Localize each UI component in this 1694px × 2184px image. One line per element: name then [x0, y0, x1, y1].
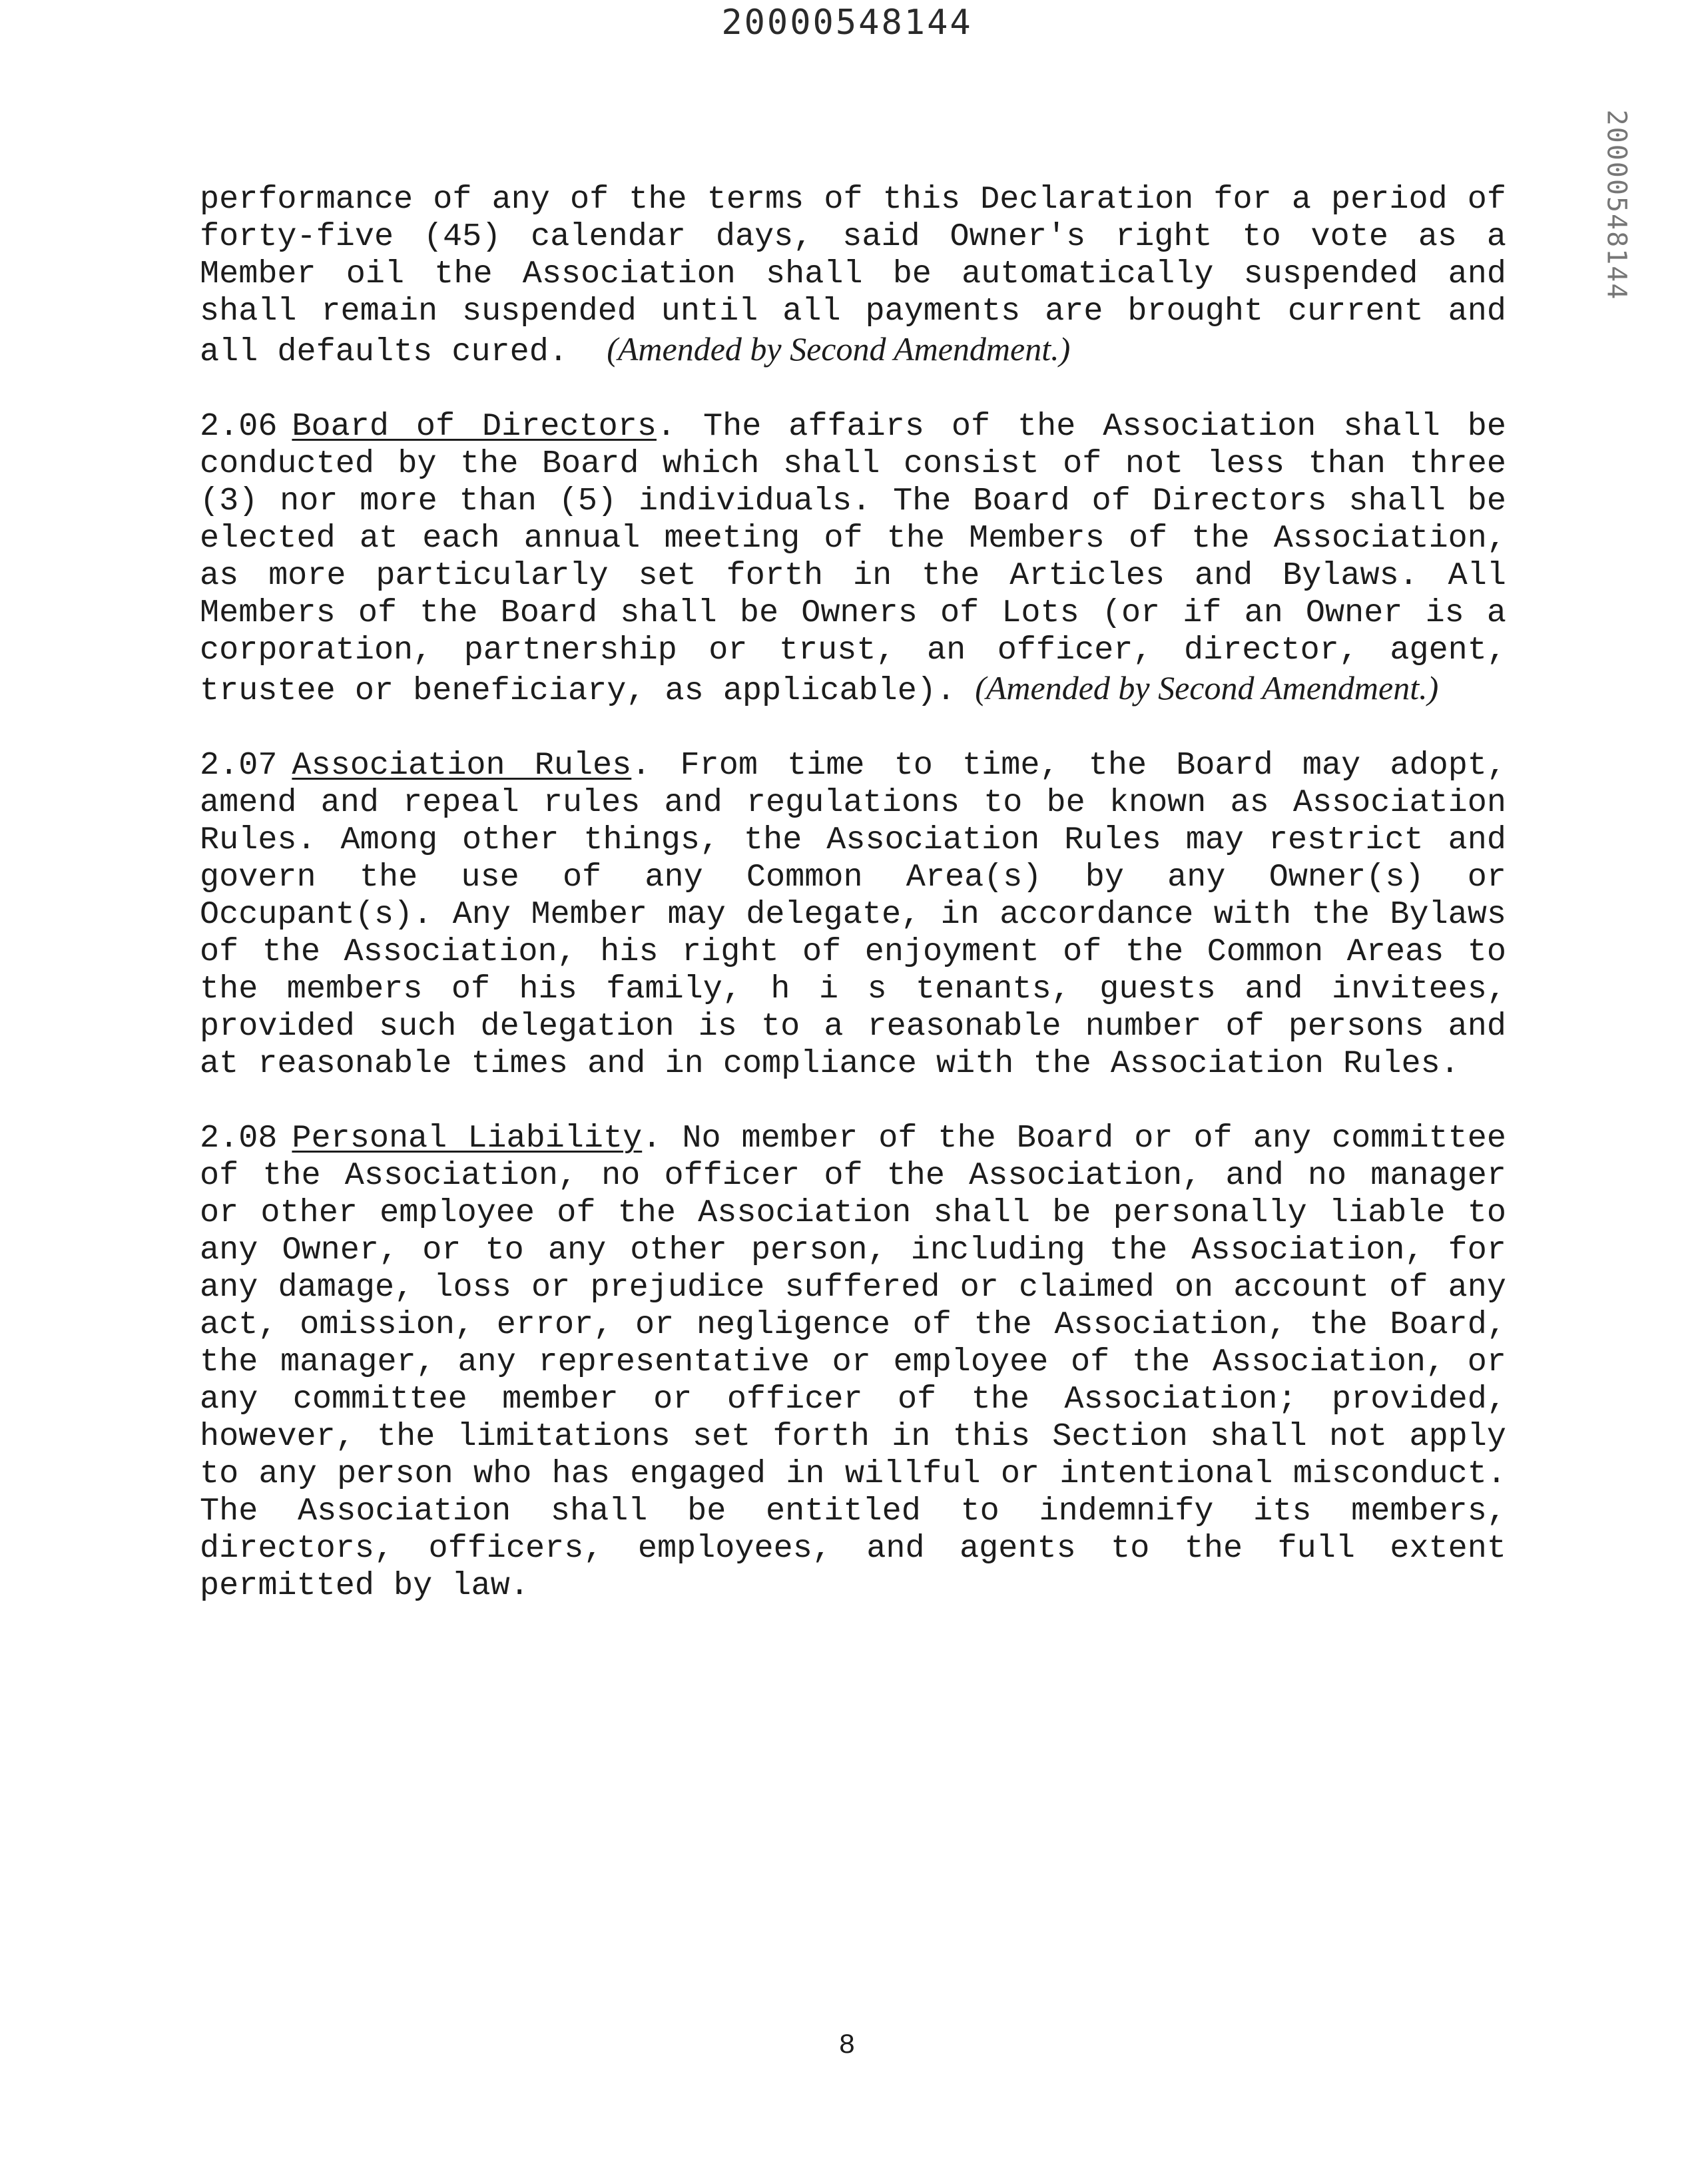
document-number: 20000548144 — [721, 3, 973, 43]
section-2-07 — [200, 747, 1506, 1083]
section-number: 2.08 — [200, 1120, 278, 1157]
section-text: . The affairs of the Association shall be conducted by the Board which shall consist of not less than three (3) nor more than (5) individuals. The Board of Directors shall be elected at each annual meeting of the Members of the Association, as more particularly set forth in the Articles and Bylaws. All Members of the Board shall be Owners of Lots (or if an Owner is a corporation, partnership or trust, an officer, director, agent, trustee or beneficiary, as applicable). — [200, 408, 1506, 709]
paragraph-text: performance of any of the terms of this Declaration for a period of forty-five (45) calendar days, said Owner's right to vote as a Member oil the Association shall be automatically suspended and shall remain suspended until all payments are brought current and all defaults cured. — [200, 181, 1506, 370]
section-number: 2.06 — [200, 408, 278, 445]
side-stamp-text: 20000548144 — [1601, 109, 1631, 301]
section-2-06 — [200, 408, 1506, 710]
section-heading: Board of Directors — [292, 408, 657, 445]
document-body — [200, 181, 1506, 1642]
amendment-note: (Amended by Second Amendment.) — [975, 669, 1439, 706]
section-number: 2.07 — [200, 747, 278, 784]
section-heading: Personal Liability — [292, 1120, 643, 1157]
paragraph-continued — [200, 181, 1506, 371]
page-number: 8 — [838, 2030, 856, 2061]
section-text: . No member of the Board or of any committee of the Association, no officer of the Association, and no manager or other employee of the Association shall be personally liable to any Owner, or to any other person, including the Association, for any damage, loss or prejudice suffered or claimed on account of any act, omission, error, or negligence of the Association, the Board, the manager, any representative or employee of the Association, or any committee member or officer of the Association; provided, however, the limitations set forth in this Section shall not apply to any person who has engaged in willful or intentional misconduct. The Association shall be entitled to indemnify its members, directors, officers, employees, and agents to the full extent permitted by law. — [200, 1120, 1506, 1604]
section-text: . From time to time, the Board may adopt, amend and repeal rules and regulations to be known as Association Rules. Among other things, the Association Rules may restrict and govern the use of any Common Area(s) by any Owner(s) or Occupant(s). Any Member may delegate, in accordance with the Bylaws of the Association, his right of enjoyment of the Common Areas to the members of his family, h i s tenants, guests and invitees, provided such delegation is to a reasonable number of persons and at reasonable times and in compliance with the Association Rules. — [200, 747, 1507, 1082]
section-heading: Association Rules — [292, 747, 632, 784]
side-stamp — [1593, 99, 1639, 312]
amendment-note: (Amended by Second Amendment.) — [607, 330, 1071, 368]
section-2-08 — [200, 1120, 1506, 1605]
